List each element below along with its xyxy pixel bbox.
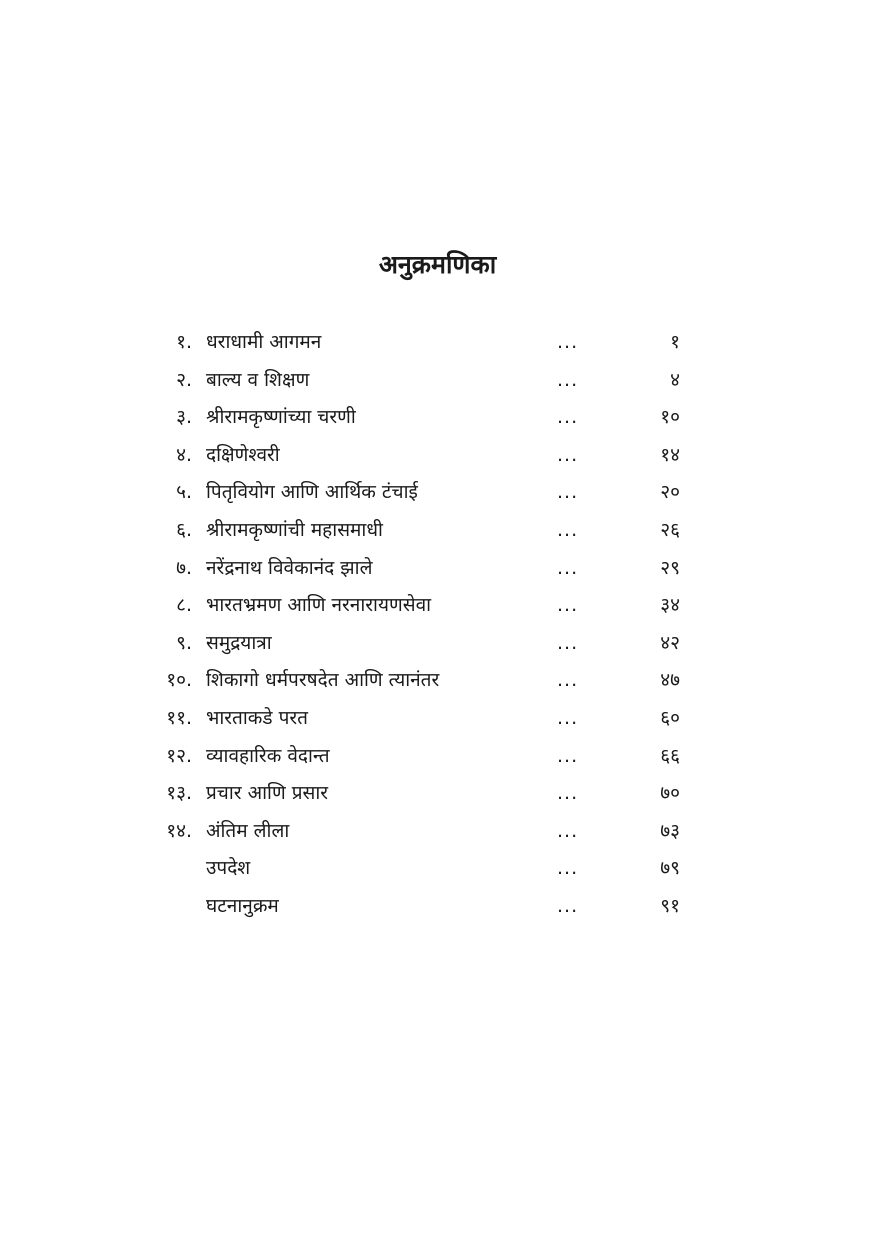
toc-entry-number: ५. <box>176 481 192 504</box>
toc-entry-page: ६० <box>660 706 680 729</box>
toc-entry-page: ७० <box>660 782 680 805</box>
toc-entry <box>0 324 875 362</box>
toc-entry-title: भारताकडे परत <box>206 706 308 729</box>
toc-entry-page: ४२ <box>660 631 680 654</box>
toc-entry-leader: ... <box>557 857 579 880</box>
toc-entry-title: पितृवियोग आणि आर्थिक टंचाई <box>206 481 418 504</box>
toc-entry-number: ३. <box>176 406 192 429</box>
toc-entry-leader: ... <box>557 518 579 541</box>
toc-entry-title: समुद्रयात्रा <box>206 631 272 654</box>
toc-entry <box>0 512 875 550</box>
toc-entry-leader: ... <box>557 594 579 617</box>
toc-entry <box>0 700 875 738</box>
page-title: अनुक्रमणिका <box>378 250 497 279</box>
toc-entry-title: व्यावहारिक वेदान्त <box>206 744 330 767</box>
toc-entry-leader: ... <box>557 331 579 353</box>
toc-entry-leader: ... <box>557 556 579 579</box>
toc-entry-number: ९. <box>176 631 192 654</box>
toc-entry-leader: ... <box>557 819 579 842</box>
toc-entry-leader: ... <box>557 669 579 692</box>
toc-entry-title: धराधामी आगमन <box>206 331 322 353</box>
toc-entry-title: अंतिम लीला <box>206 819 290 842</box>
toc-entry-leader: ... <box>557 744 579 767</box>
toc-entry-leader: ... <box>557 406 579 429</box>
toc-entry <box>0 625 875 663</box>
toc-entry-number: १. <box>176 331 192 353</box>
toc-entry <box>0 399 875 437</box>
toc-entry-number: ११. <box>166 706 192 729</box>
toc-entry-page: २९ <box>660 556 680 579</box>
toc-entry-page: ६६ <box>660 744 680 767</box>
toc-entry-title: भारतभ्रमण आणि नरनारायणसेवा <box>206 594 432 617</box>
toc-entry-number: १२. <box>166 744 192 767</box>
toc-entry-page: ९१ <box>660 894 680 917</box>
toc-entry <box>0 587 875 625</box>
toc-entry-title: बाल्य व शिक्षण <box>206 368 310 391</box>
toc-entry <box>0 662 875 700</box>
toc-entry-number: १०. <box>166 669 192 692</box>
toc-entry-title: नरेंद्रनाथ विवेकानंद झाले <box>206 556 373 579</box>
toc-entry <box>0 850 875 888</box>
toc-entry-leader: ... <box>557 443 579 466</box>
toc-entry-number: १४. <box>166 819 192 842</box>
toc-entry-page: २६ <box>660 518 680 541</box>
toc-entry-title: प्रचार आणि प्रसार <box>206 782 329 805</box>
toc-entry-title: शिकागो धर्मपरषदेत आणि त्यानंतर <box>206 669 440 692</box>
toc-entry <box>0 474 875 512</box>
toc-entry <box>0 362 875 400</box>
toc-entry-leader: ... <box>557 706 579 729</box>
toc-entry-number: २. <box>176 368 192 391</box>
toc-entry-leader: ... <box>557 894 579 917</box>
toc-entry <box>0 738 875 776</box>
toc-entry-page: ३४ <box>660 594 680 617</box>
toc-entry <box>0 437 875 475</box>
toc-entry-page: ७९ <box>660 857 680 880</box>
toc-entry-page: २० <box>660 481 680 504</box>
toc-entry-title: घटनानुक्रम <box>206 894 279 917</box>
toc-entry-page: १४ <box>660 443 680 466</box>
toc-entry-number: ७. <box>176 556 192 579</box>
toc-entry-number: ८. <box>176 594 192 617</box>
toc-entry-leader: ... <box>557 481 579 504</box>
toc-entry-leader: ... <box>557 368 579 391</box>
toc-entry-leader: ... <box>557 782 579 805</box>
table-of-contents <box>0 324 875 926</box>
toc-entry-page: ७३ <box>660 819 680 842</box>
toc-entry <box>0 550 875 588</box>
toc-entry-title: श्रीरामकृष्णांची महासमाधी <box>206 518 383 541</box>
toc-entry <box>0 813 875 851</box>
toc-entry-page: ४ <box>670 368 680 391</box>
toc-entry-number: ४. <box>176 443 192 466</box>
toc-entry-title: उपदेश <box>206 857 251 880</box>
toc-entry-page: १० <box>660 406 680 429</box>
toc-entry-number: १३. <box>166 782 192 805</box>
toc-entry-leader: ... <box>557 631 579 654</box>
toc-entry-title: दक्षिणेश्वरी <box>206 443 280 466</box>
toc-entry-number: ६. <box>176 518 192 541</box>
toc-entry-page: १ <box>670 331 680 353</box>
toc-entry-title: श्रीरामकृष्णांच्या चरणी <box>206 406 356 429</box>
toc-entry <box>0 888 875 926</box>
toc-entry <box>0 775 875 813</box>
toc-entry-page: ४७ <box>660 669 680 692</box>
